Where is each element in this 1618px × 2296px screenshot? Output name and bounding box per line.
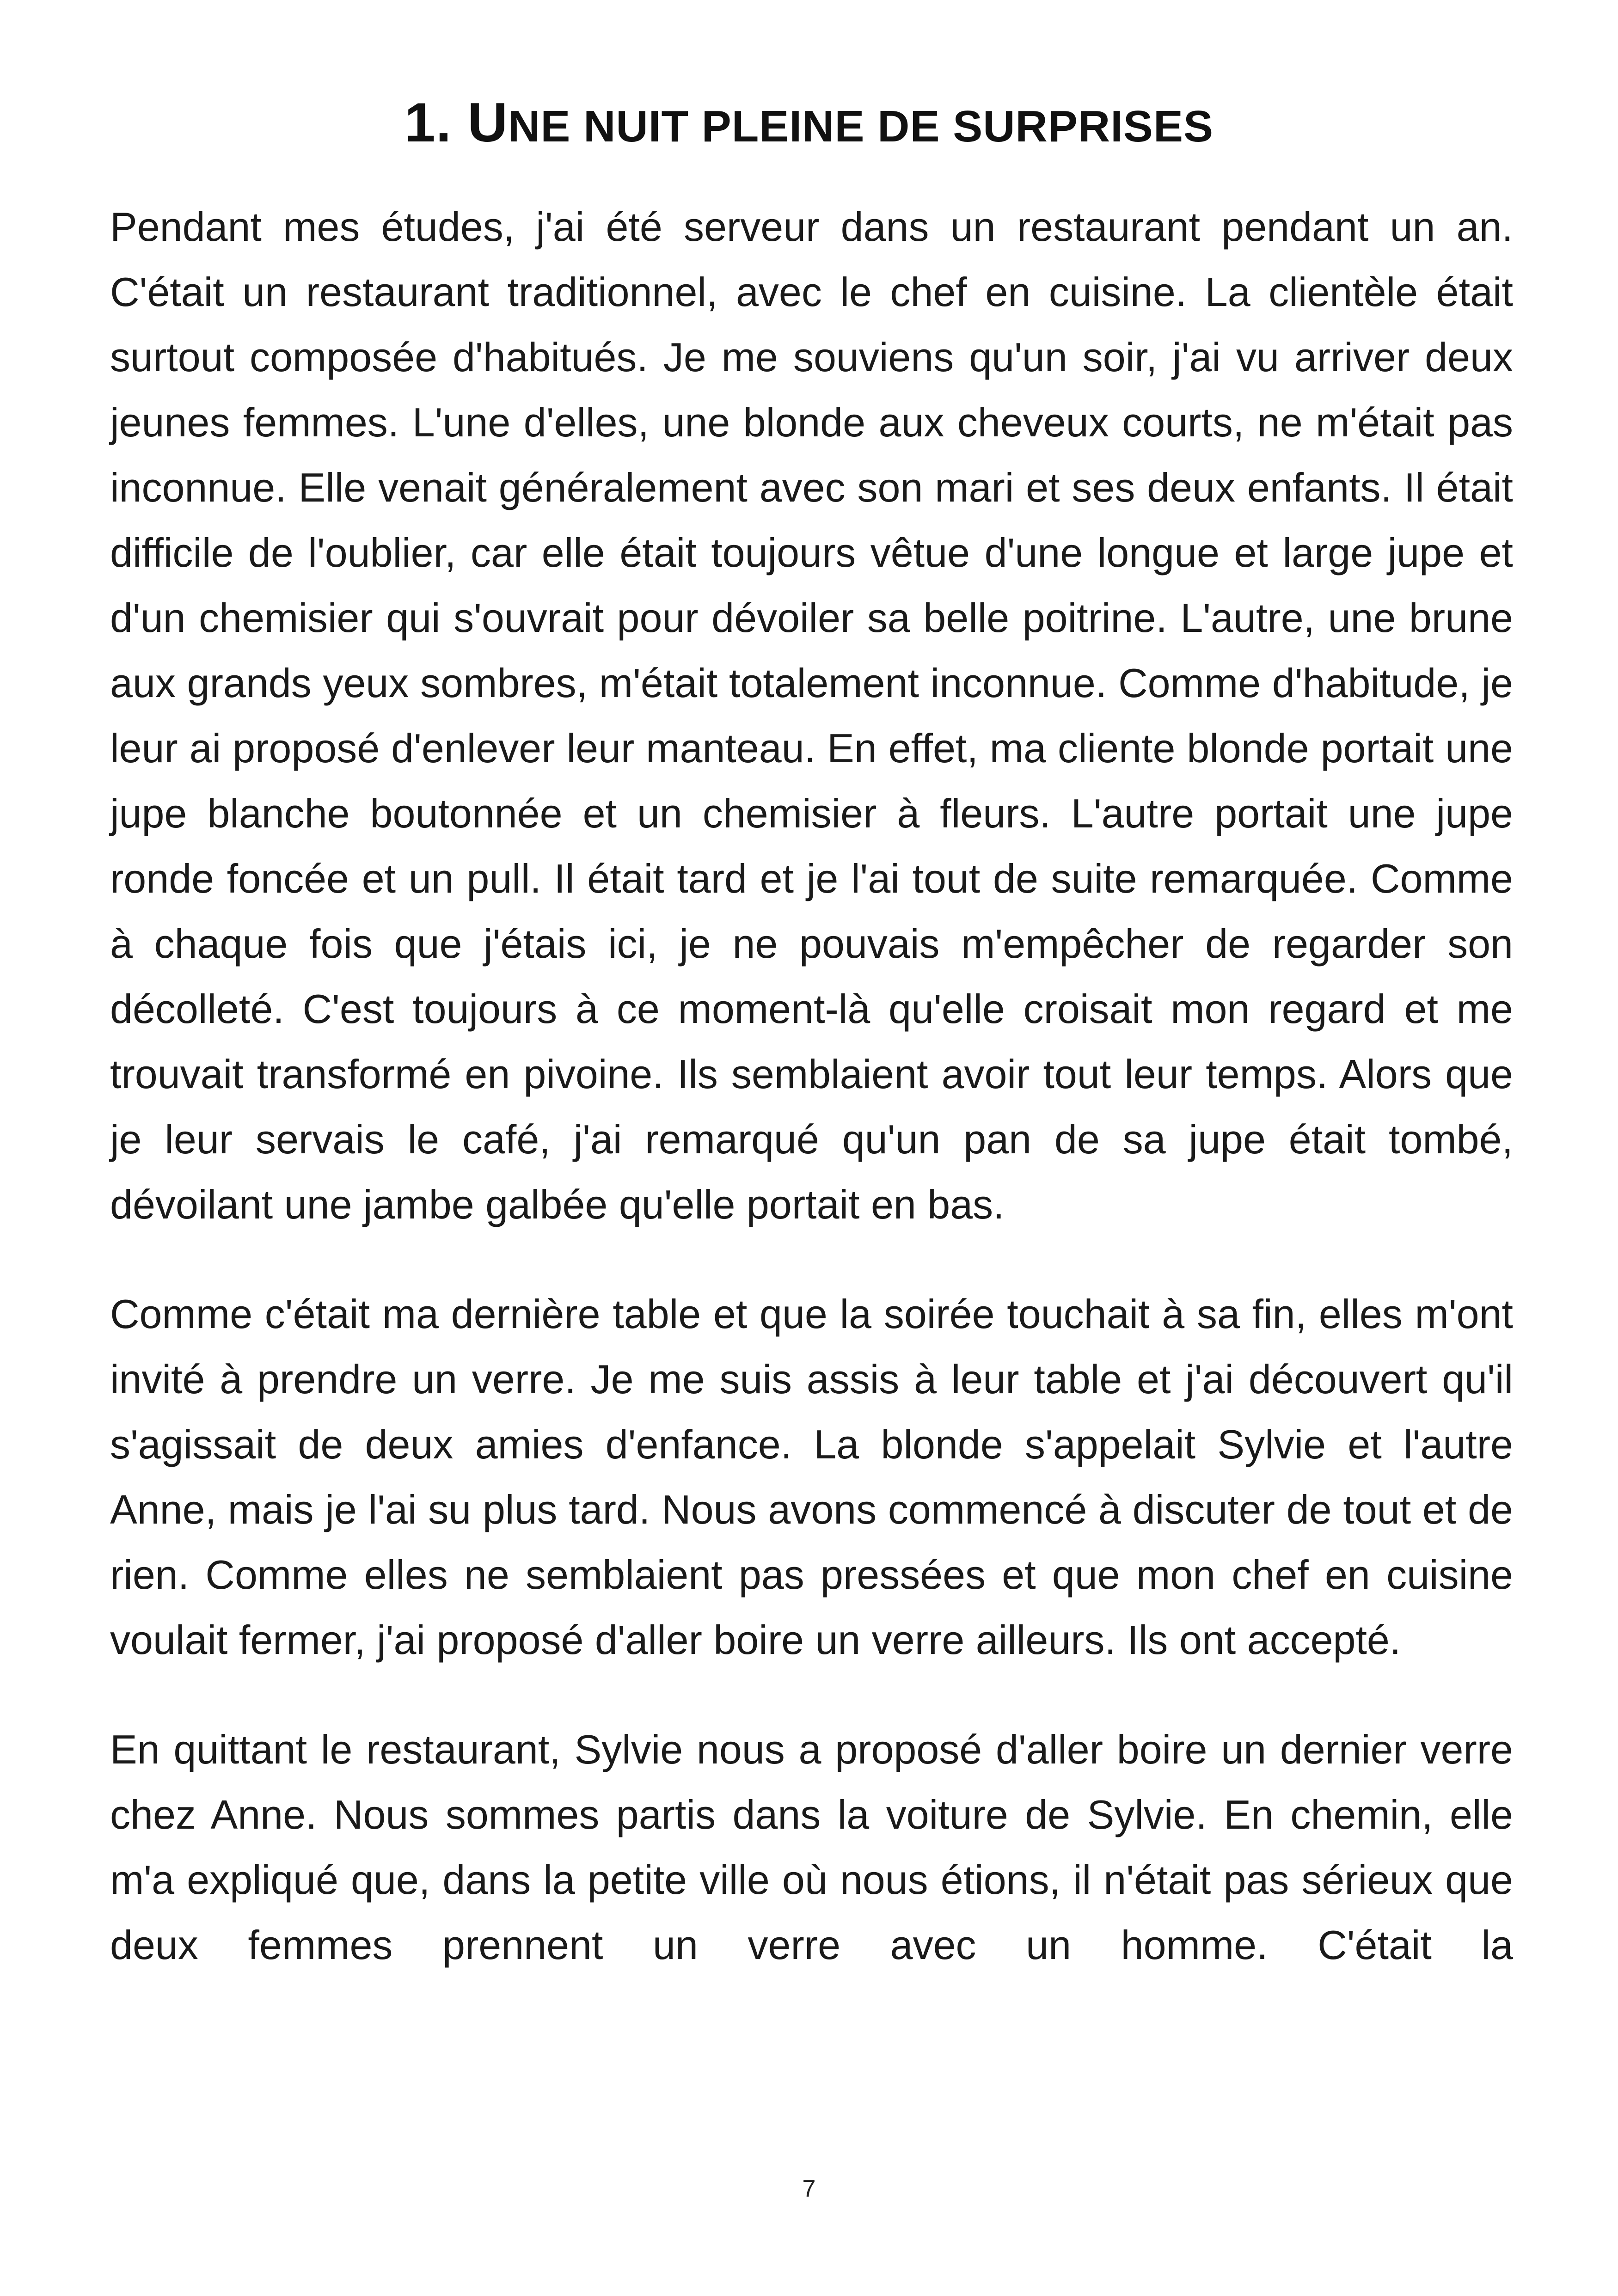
chapter-title-initial: U [467, 92, 509, 153]
paragraph-3: En quittant le restaurant, Sylvie nous a proposé d'aller boire un dernier verre chez Anne. Nous sommes partis dans la voiture de Sylvie. En chemin, elle m'a expliqué que, dans la petite ville où nous étions, il n'était pas sérieux que deux femmes prennent un verre avec un homme. C'était la [110, 1727, 1513, 1968]
paragraph-1: Pendant mes études, j'ai été serveur dans un restaurant pendant un an. C'était un restaurant traditionnel, avec le chef en cuisine. La clientèle était surtout composée d'habitués. Je me souviens qu'un soir, j'ai vu arriver deux jeunes femmes. L'une d'elles, une blonde aux cheveux courts, ne m'était pas inconnue. Elle venait généralement avec son mari et ses deux enfants. Il était difficile de l'oublier, car elle était toujours vêtue d'une longue et large jupe et d'un chemisier qui s'ouvrait pour dévoiler sa belle poitrine. L'autre, une brune aux grands yeux sombres, m'était totalement inconnue. Comme d'habitude, je leur ai proposé d'enlever leur manteau. En effet, ma cliente blonde portait une jupe blanche boutonnée et un chemisier à fleurs. L'autre portait une jupe ronde foncée et un pull. Il était tard et je l'ai tout de suite remarquée. Comme à chaque fois que j'étais ici, je ne pouvais m'empêcher de regarder son décolleté. C'est toujours à ce moment-là qu'elle croisait mon regard et me trouvait transformé en pivoine. Ils semblaient avoir tout leur temps. Alors que je leur servais le café, j'ai remarqué qu'un pan de sa jupe était tombé, dévoilant une jambe galbée qu'elle portait en bas. [110, 204, 1513, 1227]
paragraph-2: Comme c'était ma dernière table et que la soirée touchait à sa fin, elles m'ont invité à prendre un verre. Je me suis assis à leur table et j'ai découvert qu'il s'agissait de deux amies d'enfance. La blonde s'appelait Sylvie et l'autre Anne, mais je l'ai su plus tard. Nous avons commencé à discuter de tout et de rien. Comme elles ne semblaient pas pressées et que mon chef en cuisine voulait fermer, j'ai proposé d'aller boire un verre ailleurs. Ils ont accepté. [110, 1291, 1513, 1663]
page-number: 7 [802, 2175, 816, 2202]
chapter-number: 1. [404, 92, 452, 153]
chapter-body [110, 194, 1513, 1978]
chapter-title [0, 88, 1618, 161]
chapter-title-rest: NE NUIT PLEINE DE SURPRISES [508, 102, 1214, 151]
